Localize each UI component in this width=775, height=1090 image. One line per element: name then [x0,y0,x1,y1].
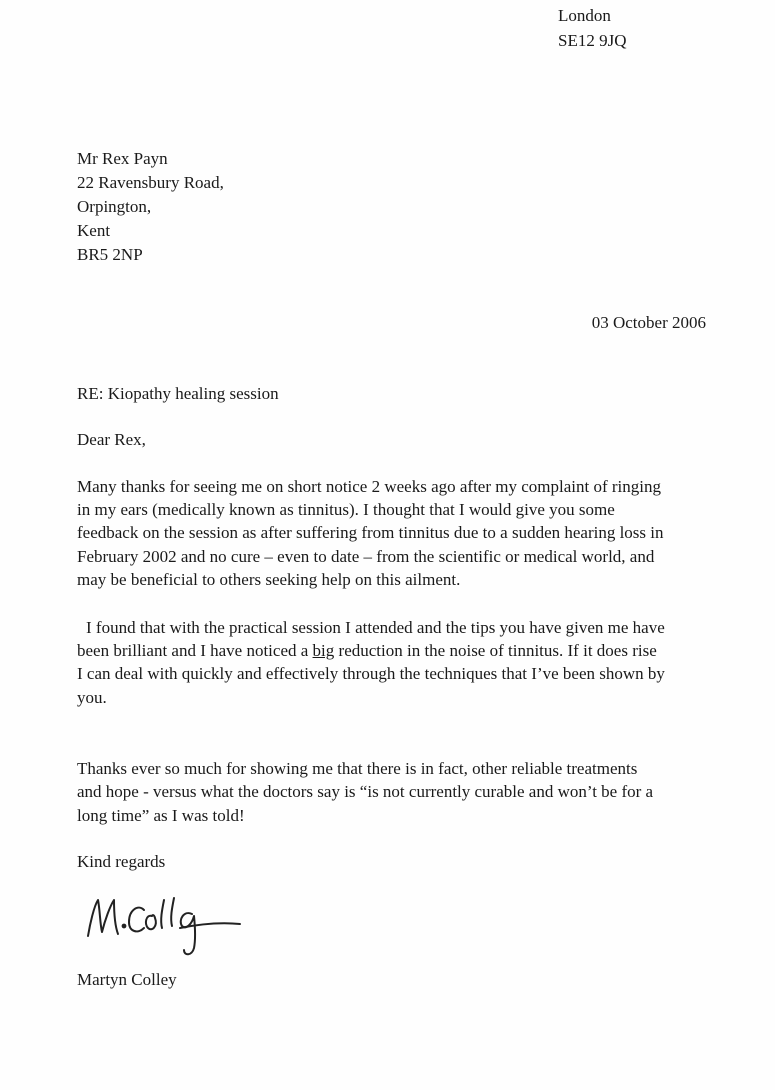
subject-line: RE: Kiopathy healing session [77,384,279,403]
signature-name: Martyn Colley [77,970,177,989]
paragraph3-line: long time” as I was told! [77,806,245,825]
recipient-street: 22 Ravensbury Road, [77,173,224,192]
paragraph1-line: feedback on the session as after suffering from tinnitus due to a sudden hearing loss in [77,523,664,542]
paragraph2-line: you. [77,688,107,707]
sender-city: London [558,6,611,25]
paragraph1-line: in my ears (medically known as tinnitus). I thought that I would give you some [77,500,615,519]
emphasis-big: big [312,641,335,660]
paragraph2-text: been brilliant and I have noticed a [77,641,313,660]
closing: Kind regards [77,852,166,871]
paragraph2-line: I can deal with quickly and effectively through the techniques that I’ve been shown by [77,664,665,683]
recipient-town: Orpington, [77,197,152,216]
recipient-county: Kent [77,221,111,240]
recipient-name: Mr Rex Payn [77,149,168,168]
paragraph2-text: reduction in the noise of tinnitus. If it does rise [334,641,657,660]
handwritten-signature [80,888,250,960]
sender-postcode: SE12 9JQ [558,31,627,50]
paragraph1-line: Many thanks for seeing me on short notice 2 weeks ago after my complaint of ringing [77,477,661,496]
paragraph3-line: and hope - versus what the doctors say is “is not currently curable and won’t be for a [77,782,654,801]
recipient-postcode: BR5 2NP [77,245,143,264]
paragraph2-line [77,639,657,662]
salutation: Dear Rex, [77,430,146,449]
paragraph2-line: I found that with the practical session I attended and the tips you have given me have [86,618,665,637]
paragraph1-line: February 2002 and no cure – even to date – from the scientific or medical world, and [77,547,655,566]
letter-date: 03 October 2006 [591,313,706,332]
paragraph1-line: may be beneficial to others seeking help on this ailment. [77,570,461,589]
paragraph3-line: Thanks ever so much for showing me that there is in fact, other reliable treatments [77,759,638,778]
